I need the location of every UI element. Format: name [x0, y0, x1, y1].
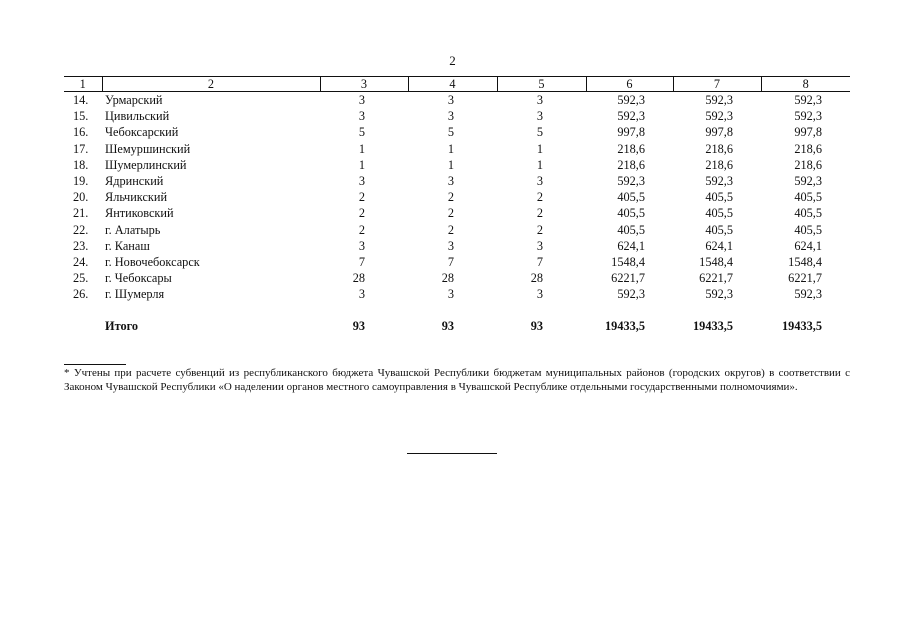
value-cell: 592,3 — [705, 93, 733, 107]
value-cell: 1548,4 — [788, 255, 822, 270]
row-number — [64, 318, 102, 334]
value-cell: 592,3 — [617, 93, 645, 107]
row-number: 17. — [73, 141, 89, 156]
total-cell: 93 — [441, 318, 454, 333]
value-cell: 592,3 — [794, 93, 822, 107]
value-cell: 592,3 — [617, 174, 645, 189]
total-cell: 93 — [530, 318, 543, 333]
end-of-document-rule — [407, 453, 497, 454]
row-number: 16. — [73, 125, 89, 140]
value-cell: 3 — [447, 287, 454, 302]
value-cell: 218,6 — [705, 157, 733, 172]
row-number: 24. — [73, 255, 89, 270]
table-row — [64, 108, 850, 124]
table-body — [64, 92, 850, 334]
total-cell: 19433,5 — [782, 318, 822, 333]
subvention-table — [64, 76, 850, 334]
row-number: 25. — [73, 271, 89, 286]
value-cell: 624,1 — [705, 238, 733, 253]
header-cell: 2 — [102, 77, 320, 92]
value-cell: 592,3 — [794, 109, 822, 124]
value-cell: 3 — [536, 238, 543, 253]
municipality-name: г. Чебоксары — [105, 271, 172, 286]
value-cell: 405,5 — [794, 206, 822, 221]
value-cell: 218,6 — [705, 141, 733, 156]
value-cell: 592,3 — [617, 109, 645, 124]
municipality-name: Шемуршинский — [105, 141, 191, 156]
municipality-name: Шумерлинский — [105, 157, 187, 172]
value-cell: 6221,7 — [788, 271, 822, 286]
table-row — [64, 205, 850, 221]
value-cell: 28 — [352, 271, 365, 286]
value-cell: 405,5 — [617, 222, 645, 237]
row-number: 18. — [73, 157, 89, 172]
total-cell: 19433,5 — [693, 318, 733, 333]
row-number: 19. — [73, 174, 89, 189]
header-cell: 7 — [673, 77, 761, 92]
header-cell: 8 — [761, 77, 850, 92]
header-cell: 3 — [320, 77, 408, 92]
value-cell: 2 — [358, 222, 365, 237]
value-cell: 3 — [358, 238, 365, 253]
value-cell: 624,1 — [617, 238, 645, 253]
table-header — [64, 77, 850, 92]
total-row — [64, 318, 850, 334]
value-cell: 2 — [536, 190, 543, 205]
row-number: 14. — [73, 93, 89, 107]
header-cell: 1 — [64, 77, 102, 92]
value-cell: 3 — [447, 93, 454, 107]
value-cell: 2 — [447, 190, 454, 205]
value-cell: 6221,7 — [611, 271, 645, 286]
value-cell: 3 — [358, 93, 365, 107]
municipality-name: г. Канаш — [105, 238, 150, 253]
value-cell: 2 — [447, 222, 454, 237]
value-cell: 7 — [447, 255, 454, 270]
value-cell: 405,5 — [617, 190, 645, 205]
value-cell: 405,5 — [705, 190, 733, 205]
table-row — [64, 238, 850, 254]
value-cell: 3 — [536, 93, 543, 107]
value-cell: 5 — [358, 125, 365, 140]
value-cell: 405,5 — [794, 190, 822, 205]
table-row — [64, 189, 850, 205]
table-row — [64, 173, 850, 189]
table-row — [64, 92, 850, 109]
value-cell: 1 — [447, 157, 454, 172]
municipality-name: Урмарский — [105, 93, 163, 107]
header-cell: 6 — [586, 77, 673, 92]
value-cell: 592,3 — [705, 287, 733, 302]
value-cell: 28 — [530, 271, 543, 286]
value-cell: 997,8 — [794, 125, 822, 140]
value-cell: 3 — [447, 109, 454, 124]
header-cell: 4 — [408, 77, 497, 92]
value-cell: 218,6 — [794, 141, 822, 156]
value-cell: 1 — [358, 157, 365, 172]
municipality-name: г. Шумерля — [105, 287, 165, 302]
value-cell: 592,3 — [794, 174, 822, 189]
header-row — [64, 77, 850, 92]
value-cell: 997,8 — [617, 125, 645, 140]
row-number: 20. — [73, 190, 89, 205]
value-cell: 218,6 — [617, 141, 645, 156]
value-cell: 3 — [358, 287, 365, 302]
footnote-separator — [64, 364, 126, 365]
total-cell: 93 — [352, 318, 365, 333]
table-row — [64, 141, 850, 157]
value-cell: 2 — [358, 206, 365, 221]
value-cell: 1548,4 — [699, 255, 733, 270]
value-cell: 7 — [536, 255, 543, 270]
spacer-row — [64, 303, 850, 318]
total-cell: 19433,5 — [605, 318, 645, 333]
value-cell: 2 — [447, 206, 454, 221]
footnote-text: * Учтены при расчете субвенций из республиканского бюджета Чувашской Республики бюджетам муниципальных районов (городских округов) в соответствии с Законом Чувашской Республики «О наделении органов местного самоуправления в Чувашской Республике отдельными государственными полномочиями». — [64, 367, 850, 393]
table-row — [64, 254, 850, 270]
value-cell: 3 — [358, 109, 365, 124]
value-cell: 5 — [536, 125, 543, 140]
municipality-name: г. Новочебоксарск — [105, 255, 200, 270]
total-label: Итого — [105, 318, 139, 333]
value-cell: 1 — [358, 141, 365, 156]
value-cell: 3 — [536, 287, 543, 302]
value-cell: 3 — [358, 174, 365, 189]
value-cell: 7 — [358, 255, 365, 270]
value-cell: 1 — [447, 141, 454, 156]
value-cell: 405,5 — [705, 206, 733, 221]
value-cell: 405,5 — [705, 222, 733, 237]
value-cell: 1 — [536, 157, 543, 172]
row-number: 22. — [73, 222, 89, 237]
table-row — [64, 157, 850, 173]
municipality-name: Чебоксарский — [105, 125, 179, 140]
value-cell: 1548,4 — [611, 255, 645, 270]
value-cell: 592,3 — [617, 287, 645, 302]
value-cell: 2 — [536, 222, 543, 237]
value-cell: 405,5 — [794, 222, 822, 237]
municipality-name: г. Алатырь — [105, 222, 161, 237]
row-number: 15. — [73, 109, 89, 124]
value-cell: 2 — [358, 190, 365, 205]
municipality-name: Яльчикский — [105, 190, 168, 205]
value-cell: 405,5 — [617, 206, 645, 221]
value-cell: 3 — [536, 174, 543, 189]
value-cell: 592,3 — [705, 174, 733, 189]
municipality-name: Янтиковский — [105, 206, 174, 221]
row-number: 26. — [73, 287, 89, 302]
header-cell: 5 — [497, 77, 586, 92]
table-row — [64, 222, 850, 238]
row-number: 21. — [73, 206, 89, 221]
value-cell: 2 — [536, 206, 543, 221]
municipality-name: Ядринский — [105, 174, 164, 189]
value-cell: 3 — [536, 109, 543, 124]
value-cell: 1 — [536, 141, 543, 156]
municipality-name: Цивильский — [105, 109, 170, 124]
value-cell: 218,6 — [794, 157, 822, 172]
value-cell: 28 — [441, 271, 454, 286]
value-cell: 592,3 — [705, 109, 733, 124]
value-cell: 592,3 — [794, 287, 822, 302]
value-cell: 3 — [447, 174, 454, 189]
table-row — [64, 286, 850, 302]
value-cell: 5 — [447, 125, 454, 140]
table-row — [64, 270, 850, 286]
value-cell: 6221,7 — [699, 271, 733, 286]
table-row — [64, 124, 850, 140]
page-number: 2 — [449, 53, 456, 68]
value-cell: 218,6 — [617, 157, 645, 172]
row-number: 23. — [73, 238, 89, 253]
value-cell: 997,8 — [705, 125, 733, 140]
value-cell: 624,1 — [794, 238, 822, 253]
value-cell: 3 — [447, 238, 454, 253]
